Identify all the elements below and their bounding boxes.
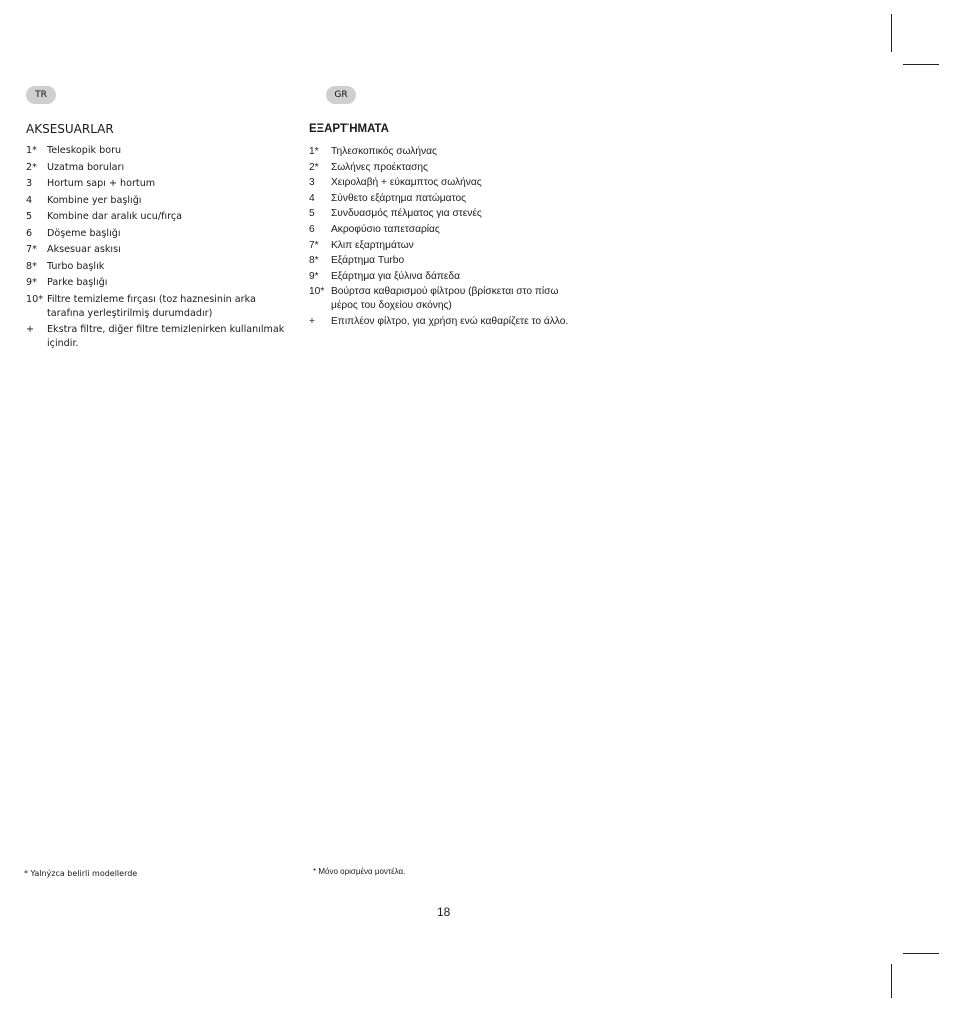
- crop-mark-bottom-horizontal: [903, 953, 939, 954]
- list-item: [26, 260, 296, 274]
- list-item: [309, 285, 574, 313]
- item-text: Kombine dar aralık ucu/fırça: [47, 211, 183, 222]
- list-item: [309, 145, 574, 159]
- list-item: [26, 293, 296, 321]
- item-text: Döşeme başlığı: [47, 227, 121, 239]
- item-text: Εξάρτημα για ξύλινα δάπεδα: [331, 270, 460, 282]
- item-text: Συνδυασμός πέλματος για στενές: [331, 208, 482, 220]
- item-number: 7*: [309, 239, 319, 251]
- list-item: [26, 177, 296, 191]
- footnote-tr: * Yalnýzca belirli modellerde: [24, 869, 138, 878]
- item-number: 6: [309, 223, 315, 235]
- list-item: [26, 194, 296, 208]
- item-text: Ekstra filtre, diğer filtre temizlenirken kullanılmak içindir.: [47, 324, 285, 349]
- list-item: [309, 254, 574, 268]
- item-number: 9*: [309, 270, 319, 282]
- item-text: Ακροφύσιο ταπετσαρίας: [331, 223, 440, 235]
- item-number: 10*: [26, 293, 44, 305]
- list-item: [26, 210, 296, 224]
- item-number: 10*: [309, 286, 325, 298]
- item-text: Filtre temizleme fırçası (toz haznesinin arka tarafına yerleştirilmiş durumdadır): [47, 293, 256, 319]
- item-number: 1*: [26, 145, 37, 156]
- list-item: [309, 161, 574, 175]
- list-item: [309, 192, 574, 206]
- section-heading-tr: AKSESUARLAR: [26, 122, 114, 136]
- item-text: Χειρολαβή + εύκαμπτος σωλήνας: [331, 177, 482, 189]
- crop-mark-top-vertical: [891, 14, 892, 52]
- item-text: Κλιπ εξαρτημάτων: [331, 239, 414, 251]
- item-number: 8*: [26, 260, 37, 272]
- language-badge-tr: TR: [26, 86, 56, 104]
- item-text: Σύνθετο εξάρτημα πατώματος: [331, 192, 467, 204]
- item-text: Σωλήνες προέκτασης: [331, 161, 428, 173]
- list-item: [26, 227, 296, 241]
- item-number: 4: [26, 194, 33, 206]
- item-text: Εξάρτημα Turbo: [331, 255, 405, 267]
- accessories-column-tr: [26, 122, 296, 354]
- crop-mark-top-horizontal: [903, 64, 939, 65]
- list-item: [26, 144, 296, 158]
- item-text: Parke başlığı: [47, 277, 108, 288]
- language-badge-gr: GR: [326, 86, 356, 104]
- item-number: +: [309, 315, 315, 327]
- item-text: Aksesuar askısı: [47, 244, 121, 255]
- list-item: [26, 243, 296, 257]
- list-item: [309, 223, 574, 237]
- item-text: Τηλεσκοπικός σωλήνας: [331, 146, 437, 157]
- list-item: [309, 270, 574, 284]
- list-item: [309, 207, 574, 221]
- item-text: Uzatma boruları: [47, 161, 125, 173]
- item-number: 3: [309, 177, 315, 189]
- item-text: Hortum sapı + hortum: [47, 178, 156, 189]
- item-text: Επιπλέον φίλτρο, για χρήση ενώ καθαρίζετε το άλλο.: [331, 315, 569, 327]
- section-heading-gr: ΕΞΑΡΤΉΜΑΤΑ: [309, 123, 389, 135]
- crop-mark-bottom-vertical: [891, 964, 892, 998]
- item-number: 6: [26, 227, 33, 239]
- item-number: 8*: [309, 255, 319, 267]
- item-text: Βούρτσα καθαρισμού φίλτρου (βρίσκεται στο πίσω μέρος του δοχείου σκόνης): [331, 286, 559, 312]
- list-item: [309, 176, 574, 190]
- item-number: 9*: [26, 277, 37, 288]
- page-number: 18: [437, 905, 451, 919]
- item-number: 3: [26, 178, 33, 189]
- item-number: 4: [309, 192, 315, 204]
- item-text: Kombine yer başlığı: [47, 194, 142, 206]
- item-number: +: [26, 324, 35, 335]
- item-number: 1*: [309, 146, 319, 157]
- accessory-list-gr: [309, 145, 574, 329]
- item-number: 7*: [26, 244, 37, 255]
- item-text: Teleskopik boru: [47, 145, 122, 156]
- item-number: 2*: [309, 161, 319, 173]
- item-text: Turbo başlık: [47, 260, 105, 272]
- list-item: [26, 161, 296, 175]
- list-item: [26, 323, 296, 351]
- list-item: [309, 315, 574, 329]
- accessories-column-gr: [309, 122, 574, 331]
- footnote-gr: * Μόνο ορισμένα μοντέλα.: [313, 867, 406, 876]
- item-number: 2*: [26, 161, 37, 173]
- list-item: [26, 276, 296, 290]
- accessory-list-tr: [26, 144, 296, 351]
- item-number: 5: [26, 211, 33, 222]
- item-number: 5: [309, 208, 315, 220]
- list-item: [309, 239, 574, 253]
